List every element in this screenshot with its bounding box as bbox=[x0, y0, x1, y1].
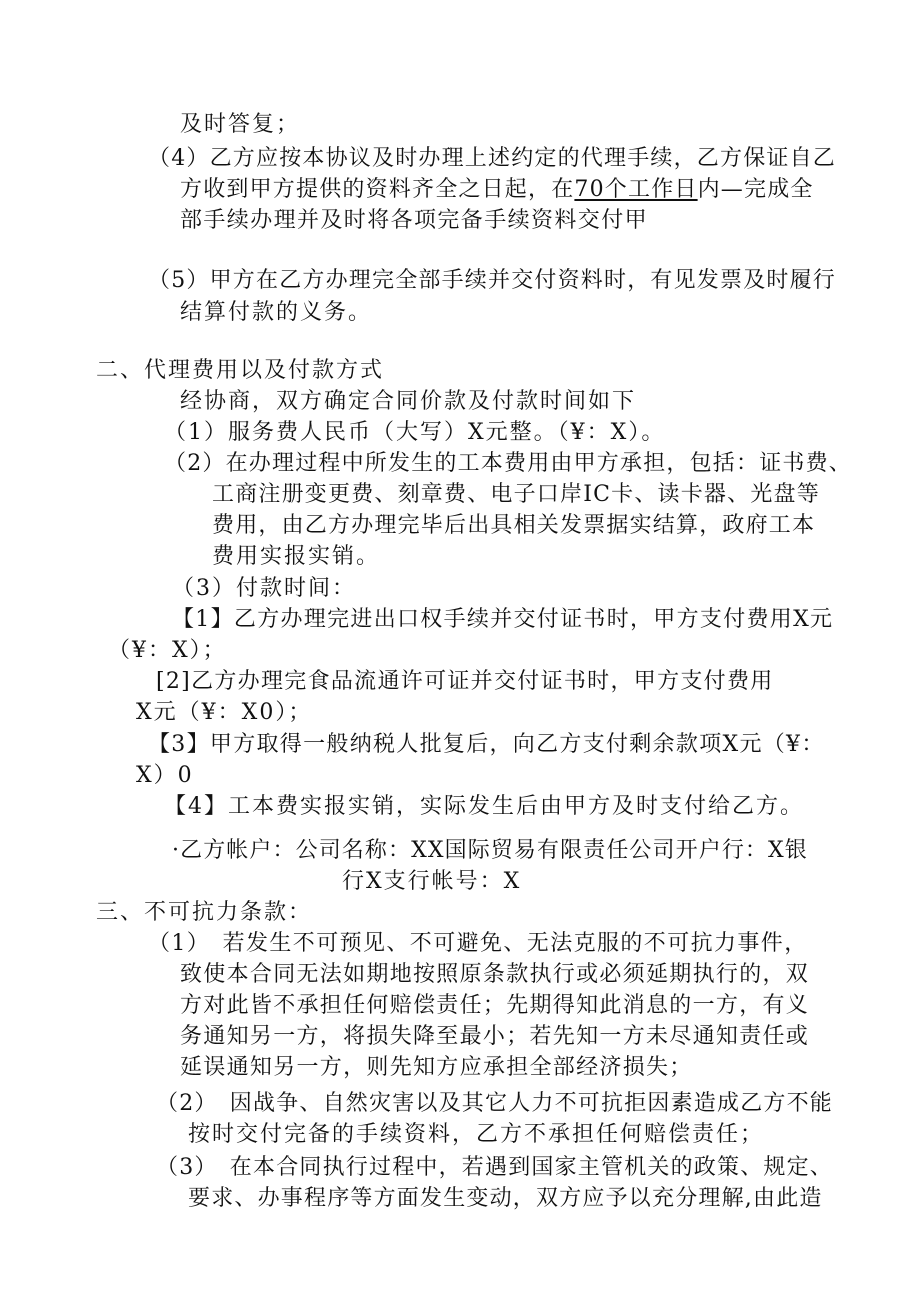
account-line-1: ·乙方帐户：公司名称：XX国际贸易有限责任公司开户行：X银 bbox=[172, 838, 808, 863]
fee-item-1: （1）服务费人民币（大写）X元整。（¥：X）。 bbox=[164, 420, 666, 445]
force-2-line-1: （2） 因战争、自然灾害以及其它人力不可抗拒因素造成乙方不能 bbox=[156, 1091, 833, 1116]
section-two-heading: 二、代理费用以及付款方式 bbox=[96, 358, 385, 383]
payment-3-line-1: 【3】甲方取得一般纳税人批复后，向乙方支付剩余款项X元（¥： bbox=[148, 732, 825, 757]
fee-item-2-line-1: （2）在办理过程中所发生的工本费用由甲方承担，包括：证书费、 bbox=[164, 451, 852, 476]
force-2-line-2: 按时交付完备的手续资料，乙方不承担任何赔偿责任； bbox=[188, 1122, 765, 1147]
payment-2-line-1: [2]乙方办理完食品流通许可证并交付证书时，甲方支付费用 bbox=[156, 669, 774, 694]
force-1-line-1: （1） 若发生不可预见、不可避免、无法克服的不可抗力事件， bbox=[148, 931, 808, 956]
force-1-line-3: 方对此皆不承担任何赔偿责任；先期得知此消息的一方，有义 bbox=[180, 993, 810, 1018]
fee-item-2-line-2: 工商注册变更费、刻章费、电子口岸IC卡、读卡器、光盘等 bbox=[212, 482, 820, 507]
clause-line: 及时答复； bbox=[180, 112, 301, 137]
working-days-underlined: 70个工作日 bbox=[574, 177, 698, 202]
clause-4-line-1: （4）乙方应按本协议及时办理上述约定的代理手续，乙方保证自乙 bbox=[148, 146, 836, 171]
payment-3-line-2: X）0 bbox=[136, 763, 194, 788]
force-1-line-5: 延误通知另一方，则先知方应承担全部经济损失； bbox=[180, 1055, 693, 1080]
force-1-line-2: 致使本合同无法如期地按照原条款执行或必须延期执行的，双 bbox=[180, 962, 810, 987]
fee-item-3: （3）付款时间： bbox=[172, 576, 356, 601]
clause-4-text: 内—完成全 bbox=[697, 177, 814, 202]
clause-5-line-1: （5）甲方在乙方办理完全部手续并交付资料时，有见发票及时履行 bbox=[148, 268, 836, 293]
fee-item-2-line-3: 费用，由乙方办理完毕后出具相关发票据实结算，政府工本 bbox=[212, 513, 816, 538]
payment-1-line-1: 【1】乙方办理完进出口权手续并交付证书时，甲方支付费用X元 bbox=[172, 607, 834, 632]
clause-4-text: 方收到甲方提供的资料齐全之日起，在 bbox=[180, 177, 575, 202]
payment-2-line-2: X元（¥：X0）； bbox=[136, 700, 313, 725]
clause-4-line-2 bbox=[180, 175, 814, 205]
force-3-line-2: 要求、办事程序等方面发生变动，双方应予以充分理解,由此造 bbox=[188, 1186, 823, 1211]
clause-4-line-3: 部手续办理并及时将各项完备手续资料交付甲 bbox=[180, 208, 649, 233]
force-3-line-1: （3） 在本合同执行过程中，若遇到国家主管机关的政策、规定、 bbox=[156, 1155, 833, 1180]
account-line-2: 行X支行帐号：X bbox=[342, 869, 522, 894]
section-two-intro: 经协商，双方确定合同价款及付款时间如下 bbox=[180, 389, 637, 414]
payment-4: 【4】工本费实报实销，实际发生后由甲方及时支付给乙方。 bbox=[164, 794, 804, 819]
force-1-line-4: 务通知另一方，将损失降至最小；若先知一方未尽通知责任或 bbox=[180, 1024, 810, 1049]
section-three-heading: 三、不可抗力条款： bbox=[96, 900, 313, 925]
fee-item-2-line-4: 费用实报实销。 bbox=[212, 544, 381, 569]
clause-5-line-2: 结算付款的义务。 bbox=[180, 300, 373, 325]
payment-1-line-2: （¥：X）； bbox=[108, 638, 227, 663]
